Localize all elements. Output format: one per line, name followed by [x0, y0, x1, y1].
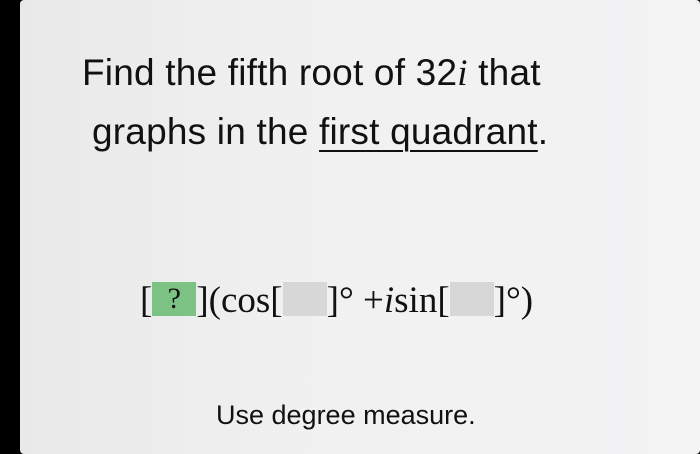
- degree-plus: ° +: [338, 279, 384, 321]
- question-line-1: [82, 52, 541, 93]
- question-text: [82, 44, 682, 161]
- question-line-2-prefix: graphs in the: [92, 111, 320, 152]
- question-line-2-suffix: .: [537, 111, 549, 152]
- question-line-1-prefix: Find the fifth root of 32: [82, 52, 458, 93]
- sin-close-bracket: ]°): [493, 279, 534, 321]
- question-line-2: [92, 103, 682, 161]
- degree-hint: Use degree measure.: [216, 400, 476, 430]
- sin-angle-answer-box[interactable]: [450, 282, 494, 316]
- coefficient-answer-box[interactable]: ?: [152, 282, 196, 316]
- coef-open-bracket: [: [140, 279, 153, 321]
- cos-label: (cos[: [208, 279, 283, 321]
- imaginary-unit: i: [383, 279, 395, 321]
- cos-angle-answer-box[interactable]: [283, 282, 327, 316]
- question-underlined-phrase: first quadrant: [319, 111, 538, 152]
- sin-label: sin[: [394, 279, 450, 321]
- question-imaginary-unit: i: [457, 53, 468, 94]
- answer-formula: [140, 276, 533, 323]
- question-panel: [20, 0, 700, 454]
- cos-close-bracket: ]: [326, 279, 339, 321]
- question-line-1-suffix: that: [467, 52, 541, 93]
- coef-close-bracket: ]: [196, 279, 209, 321]
